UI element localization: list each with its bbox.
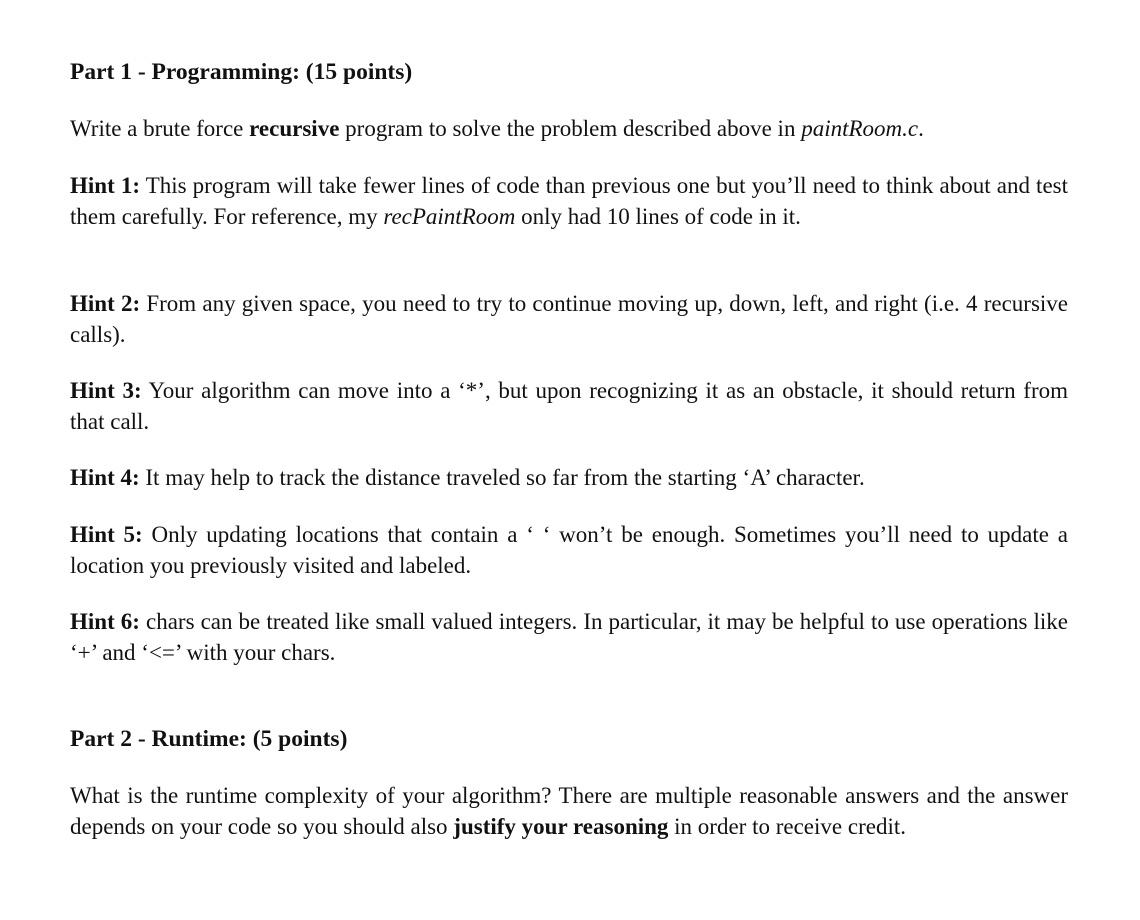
intro-text-pre: Write a brute force bbox=[70, 116, 250, 141]
hint-5-label: Hint 5: bbox=[70, 522, 143, 547]
hint-1-label: Hint 1: bbox=[70, 173, 140, 198]
hint-1-function-name: recPaintRoom bbox=[383, 203, 516, 229]
hint-6-label: Hint 6: bbox=[70, 609, 140, 634]
hint-6-text: chars can be treated like small valued integers. In particular, it may be helpful to use operations like ‘+’ and ‘<=’ with your chars. bbox=[70, 609, 1068, 665]
intro-text-mid: program to solve the problem described above in bbox=[339, 116, 802, 141]
question-text-post: in order to receive credit. bbox=[668, 813, 906, 839]
part2-heading: Part 2 - Runtime: (5 points) bbox=[70, 726, 348, 752]
part1-intro bbox=[70, 114, 1068, 145]
question-bold: justify your reasoning bbox=[453, 813, 669, 839]
hint-1-text-pre: This program will take fewer lines of code than previous one but you’ll need to think about and test them carefully. For reference, my bbox=[70, 173, 1068, 229]
hint-5-text: Only updating locations that contain a ‘ ‘ won’t be enough. Sometimes you’ll need to update a location you previously visited and labeled. bbox=[70, 522, 1069, 578]
hint-4-label: Hint 4: bbox=[70, 465, 140, 490]
question-text-pre: What is the runtime complexity of your algorithm? There are multiple reasonable answers and the answer depends on your code so you should also bbox=[70, 783, 1068, 839]
hint-1 bbox=[70, 171, 1068, 232]
intro-recursive-bold: recursive bbox=[249, 116, 340, 141]
hint-4-text: It may help to track the distance traveled so far from the starting ‘A’ character. bbox=[139, 465, 865, 490]
hint-5 bbox=[70, 520, 1068, 581]
hint-1-text-post: only had 10 lines of code in it. bbox=[515, 203, 801, 229]
intro-filename: paintRoom.c bbox=[801, 116, 919, 141]
assignment-page bbox=[70, 0, 1068, 920]
hint-2-text: From any given space, you need to try to continue moving up, down, left, and right (i.e. 4 recursive calls). bbox=[70, 291, 1068, 347]
hint-3-text: Your algorithm can move into a ‘*’, but upon recognizing it as an obstacle, it should return from that call. bbox=[70, 378, 1068, 434]
hint-2 bbox=[70, 289, 1068, 350]
hint-2-label: Hint 2: bbox=[70, 291, 141, 316]
hint-3 bbox=[70, 376, 1068, 437]
part1-heading: Part 1 - Programming: (15 points) bbox=[70, 59, 413, 85]
intro-text-end: . bbox=[918, 116, 924, 141]
part2-question bbox=[70, 781, 1068, 842]
hint-6 bbox=[70, 607, 1068, 668]
hint-4 bbox=[70, 463, 1068, 494]
hint-3-label: Hint 3: bbox=[70, 378, 142, 403]
